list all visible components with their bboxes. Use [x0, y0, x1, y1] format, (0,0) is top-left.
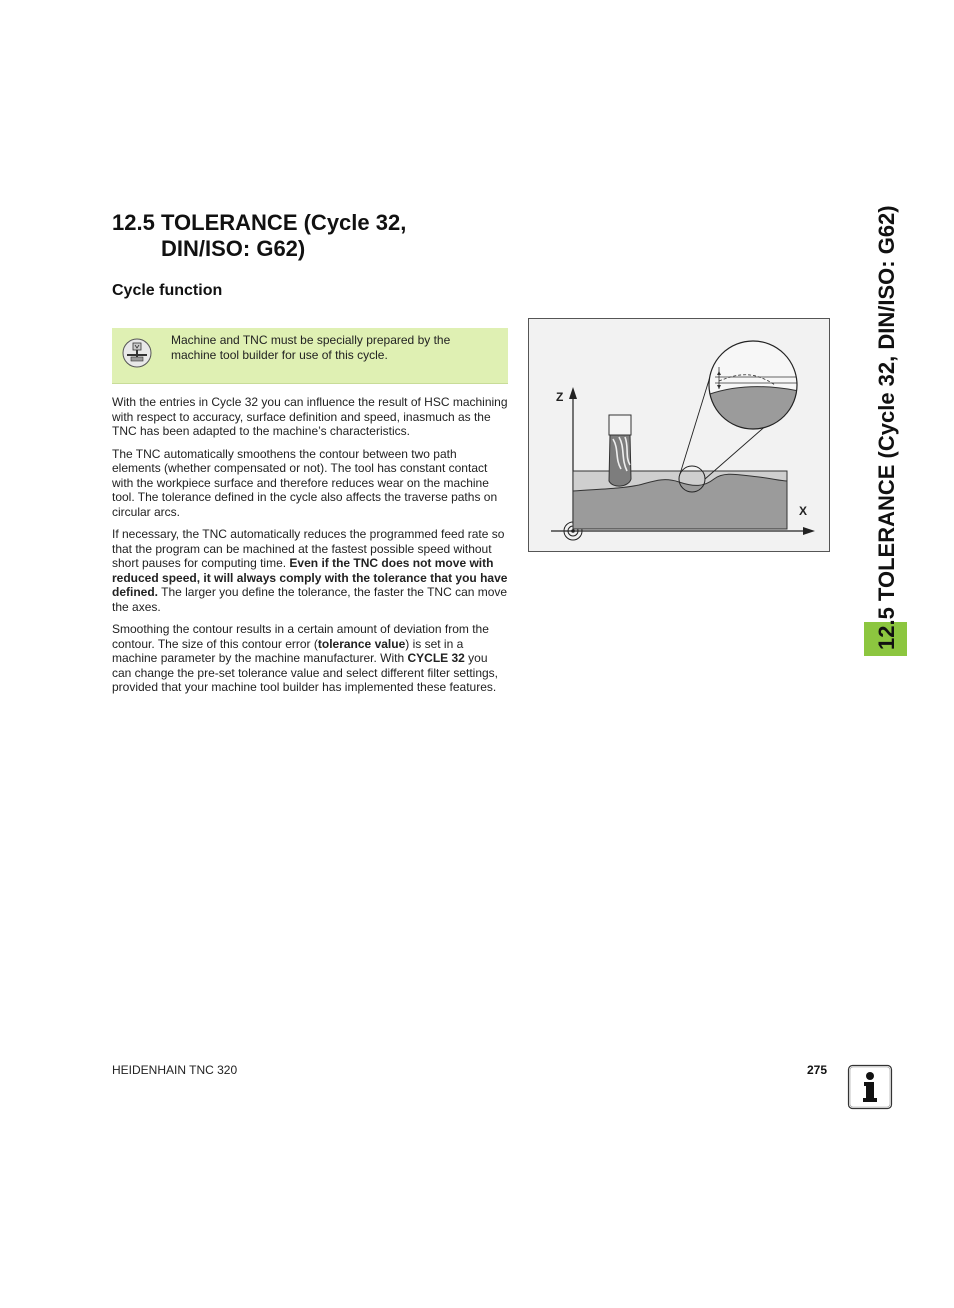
- section-number: 12.5: [112, 210, 155, 235]
- paragraph-2: The TNC automatically smoothens the contour between two path elements (whether compensated or not). The tool has constant contact with the workpiece surface and therefore reduces wear on the machine tool. The tolerance defined in the cycle also affects the traverse paths on circular arcs.: [112, 446, 498, 519]
- section-title-line1: TOLERANCE (Cycle 32,: [161, 210, 407, 235]
- machine-note-box: [112, 328, 508, 384]
- info-icon: [847, 1064, 893, 1110]
- tolerance-diagram: [529, 319, 829, 551]
- z-axis-arrow: [569, 387, 577, 399]
- paragraph-3: [112, 527, 508, 614]
- z-axis-label: Z: [556, 390, 564, 404]
- machine-icon: [122, 338, 152, 368]
- body-text: [112, 395, 508, 703]
- paragraph-1: With the entries in Cycle 32 you can influence the result of HSC machining with respect to accuracy, surface definition and speed, inasmuch as the TNC has been adapted to the machine’s characteristics.: [112, 395, 508, 438]
- paragraph-3-bold: Even if the TNC does not move with reduced speed, it will always comply with the tolerance that you have defined.: [112, 556, 508, 599]
- page-number: 275: [807, 1063, 828, 1077]
- tolerance-value-term: tolerance value: [317, 636, 406, 651]
- paragraph-3-text-end: The larger you define the tolerance, the faster the TNC can move the axes.: [112, 585, 508, 614]
- zoom-line-left: [680, 367, 713, 474]
- paragraph-4-text: Smoothing the contour results in a certain amount of deviation from the contour. The size of this contour error (: [112, 622, 489, 651]
- subsection-heading: Cycle function: [112, 282, 223, 299]
- paragraph-3-text: If necessary, the TNC automatically reduces the programmed feed rate so that the program can be machined at the fastest possible speed without short pauses for computing time.: [112, 527, 505, 570]
- note-text: Machine and TNC must be specially prepared by the machine tool builder for use of this cycle.: [171, 333, 451, 362]
- footer-product: HEIDENHAIN TNC 320: [112, 1063, 238, 1077]
- paragraph-4-text-end: you can change the pre-set tolerance value and select different filter settings, provided that your machine tool builder has implemented these features.: [112, 651, 499, 694]
- tolerance-illustration: [528, 318, 830, 552]
- paragraph-4-text-mid: ) is set in a machine parameter by the machine manufacturer. With: [112, 636, 464, 665]
- milling-tool: [609, 415, 631, 486]
- side-running-title: 12.5 TOLERANCE (Cycle 32, DIN/ISO: G62): [874, 205, 899, 650]
- paragraph-4: [112, 622, 508, 695]
- section-heading: [112, 210, 532, 262]
- cycle-32-term: CYCLE 32: [407, 651, 465, 665]
- magnified-detail: [707, 341, 799, 439]
- section-title-line2: DIN/ISO: G62): [161, 236, 306, 261]
- x-axis-label: X: [799, 504, 808, 518]
- x-axis-arrow: [803, 527, 815, 535]
